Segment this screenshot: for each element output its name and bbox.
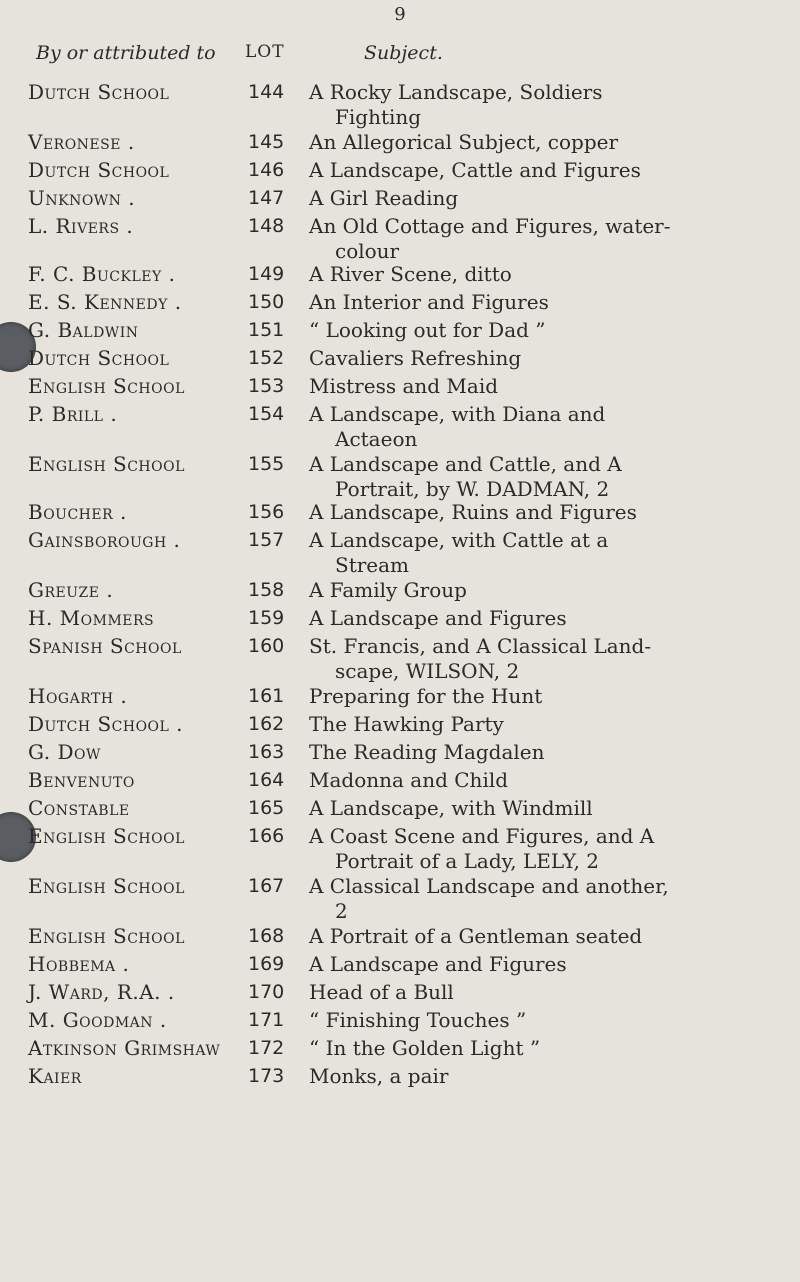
subject-line: An Interior and Figures — [309, 290, 549, 314]
subject-line: St. Francis, and A Classical Land- — [309, 634, 652, 658]
artist-name: Constable — [28, 796, 130, 820]
artist-name: Hogarth . — [28, 684, 128, 708]
subject-text — [309, 374, 793, 399]
subject-text — [309, 318, 793, 343]
subject-text — [309, 80, 793, 130]
subject-text — [309, 824, 793, 874]
subject-text — [309, 528, 793, 578]
lot-number: 173 — [248, 1065, 285, 1087]
lot-number: 162 — [248, 713, 285, 735]
subject-continuation: scape, WILSON, 2 — [335, 659, 520, 683]
subject-line: A Landscape and Cattle, and A — [309, 452, 622, 476]
header-lot: LOT — [245, 42, 285, 62]
subject-line: A Landscape and Figures — [309, 952, 567, 976]
subject-text — [309, 952, 793, 977]
subject-line: A River Scene, ditto — [309, 262, 512, 286]
lot-number: 154 — [248, 403, 285, 425]
artist-name: Unknown . — [28, 186, 136, 210]
lot-number: 153 — [248, 375, 285, 397]
lot-number: 165 — [248, 797, 285, 819]
subject-line: A Rocky Landscape, Soldiers — [309, 80, 603, 104]
lot-number: 149 — [248, 263, 285, 285]
artist-name: Greuze . — [28, 578, 114, 602]
artist-name: L. Rivers . — [28, 214, 134, 238]
subject-text — [309, 924, 793, 949]
lot-number: 161 — [248, 685, 285, 707]
lot-number: 160 — [248, 635, 285, 657]
subject-text — [309, 606, 793, 631]
lot-number: 166 — [248, 825, 285, 847]
artist-name: Atkinson Grimshaw — [28, 1036, 221, 1060]
artist-name: J. Ward, R.A. . — [28, 980, 175, 1004]
lot-number: 156 — [248, 501, 285, 523]
artist-name: P. Brill . — [28, 402, 118, 426]
artist-name: M. Goodman . — [28, 1008, 167, 1032]
lot-number: 145 — [248, 131, 285, 153]
subject-line: An Old Cottage and Figures, water- — [309, 214, 671, 238]
subject-text — [309, 1036, 793, 1061]
subject-continuation: colour — [335, 239, 400, 263]
subject-line: A Coast Scene and Figures, and A — [309, 824, 655, 848]
lot-number: 155 — [248, 453, 285, 475]
subject-line: A Landscape, with Diana and — [309, 402, 606, 426]
subject-line: The Hawking Party — [309, 712, 504, 736]
subject-line: “ In the Golden Light ” — [309, 1036, 541, 1060]
subject-line: Cavaliers Refreshing — [309, 346, 522, 370]
lot-number: 172 — [248, 1037, 285, 1059]
lot-number: 157 — [248, 529, 285, 551]
lot-number: 146 — [248, 159, 285, 181]
subject-line: The Reading Magdalen — [309, 740, 545, 764]
subject-line: A Landscape, with Windmill — [309, 796, 593, 820]
lot-number: 169 — [248, 953, 285, 975]
artist-name: Dutch School . — [28, 712, 184, 736]
lot-number: 171 — [248, 1009, 285, 1031]
artist-name: Dutch School — [28, 158, 170, 182]
subject-line: A Classical Landscape and another, — [309, 874, 669, 898]
artist-name: Spanish School — [28, 634, 182, 658]
lot-number: 170 — [248, 981, 285, 1003]
lot-number: 144 — [248, 81, 285, 103]
subject-text — [309, 262, 793, 287]
subject-line: “ Finishing Touches ” — [309, 1008, 527, 1032]
subject-text — [309, 578, 793, 603]
subject-continuation: Actaeon — [335, 427, 418, 451]
subject-text — [309, 452, 793, 502]
artist-name: Dutch School — [28, 80, 170, 104]
subject-line: “ Looking out for Dad ” — [309, 318, 546, 342]
lot-number: 151 — [248, 319, 285, 341]
subject-line: A Landscape, with Cattle at a — [309, 528, 609, 552]
artist-name: G. Dow — [28, 740, 101, 764]
subject-line: A Portrait of a Gentleman seated — [309, 924, 643, 948]
subject-line: Preparing for the Hunt — [309, 684, 543, 708]
subject-line: Mistress and Maid — [309, 374, 499, 398]
lot-number: 158 — [248, 579, 285, 601]
artist-name: English School — [28, 824, 185, 848]
subject-line: A Landscape, Ruins and Figures — [309, 500, 637, 524]
subject-text — [309, 130, 793, 155]
subject-continuation: Portrait of a Lady, LELY, 2 — [335, 849, 599, 873]
subject-text — [309, 158, 793, 183]
subject-text — [309, 634, 793, 684]
subject-line: A Family Group — [309, 578, 467, 602]
artist-name: English School — [28, 874, 185, 898]
page-number: 9 — [394, 4, 406, 25]
lot-number: 164 — [248, 769, 285, 791]
subject-continuation: Stream — [335, 553, 410, 577]
subject-text — [309, 346, 793, 371]
subject-text — [309, 500, 793, 525]
subject-text — [309, 980, 793, 1005]
artist-name: Dutch School — [28, 346, 170, 370]
artist-name: English School — [28, 924, 185, 948]
lot-number: 168 — [248, 925, 285, 947]
subject-text — [309, 796, 793, 821]
lot-number: 152 — [248, 347, 285, 369]
lot-number: 147 — [248, 187, 285, 209]
artist-name: E. S. Kennedy . — [28, 290, 182, 314]
subject-text — [309, 402, 793, 452]
subject-text — [309, 290, 793, 315]
subject-continuation: Fighting — [335, 105, 422, 129]
artist-name: Veronese . — [28, 130, 135, 154]
header-artist: By or attributed to — [36, 42, 216, 64]
artist-name: Benvenuto — [28, 768, 135, 792]
subject-line: Head of a Bull — [309, 980, 454, 1004]
subject-line: An Allegorical Subject, copper — [309, 130, 619, 154]
subject-line: Monks, a pair — [309, 1064, 449, 1088]
artist-name: H. Mommers — [28, 606, 155, 630]
subject-text — [309, 1064, 793, 1089]
subject-text — [309, 740, 793, 765]
subject-line: A Landscape, Cattle and Figures — [309, 158, 641, 182]
lot-number: 150 — [248, 291, 285, 313]
artist-name: G. Baldwin — [28, 318, 139, 342]
subject-text — [309, 874, 793, 924]
subject-text — [309, 684, 793, 709]
subject-text — [309, 214, 793, 264]
artist-name: Gainsborough . — [28, 528, 181, 552]
subject-continuation: Portrait, by W. DADMAN, 2 — [335, 477, 610, 501]
subject-text — [309, 1008, 793, 1033]
artist-name: English School — [28, 374, 185, 398]
subject-text — [309, 712, 793, 737]
artist-name: Hobbema . — [28, 952, 130, 976]
subject-line: A Landscape and Figures — [309, 606, 567, 630]
lot-number: 163 — [248, 741, 285, 763]
artist-name: Boucher . — [28, 500, 127, 524]
artist-name: Kaier — [28, 1064, 82, 1088]
lot-number: 159 — [248, 607, 285, 629]
subject-line: A Girl Reading — [309, 186, 459, 210]
artist-name: F. C. Buckley . — [28, 262, 176, 286]
subject-text — [309, 186, 793, 211]
lot-number: 148 — [248, 215, 285, 237]
subject-line: Madonna and Child — [309, 768, 509, 792]
lot-number: 167 — [248, 875, 285, 897]
artist-name: English School — [28, 452, 185, 476]
subject-text — [309, 768, 793, 793]
header-subject: Subject. — [364, 42, 443, 64]
subject-continuation: 2 — [335, 899, 348, 923]
